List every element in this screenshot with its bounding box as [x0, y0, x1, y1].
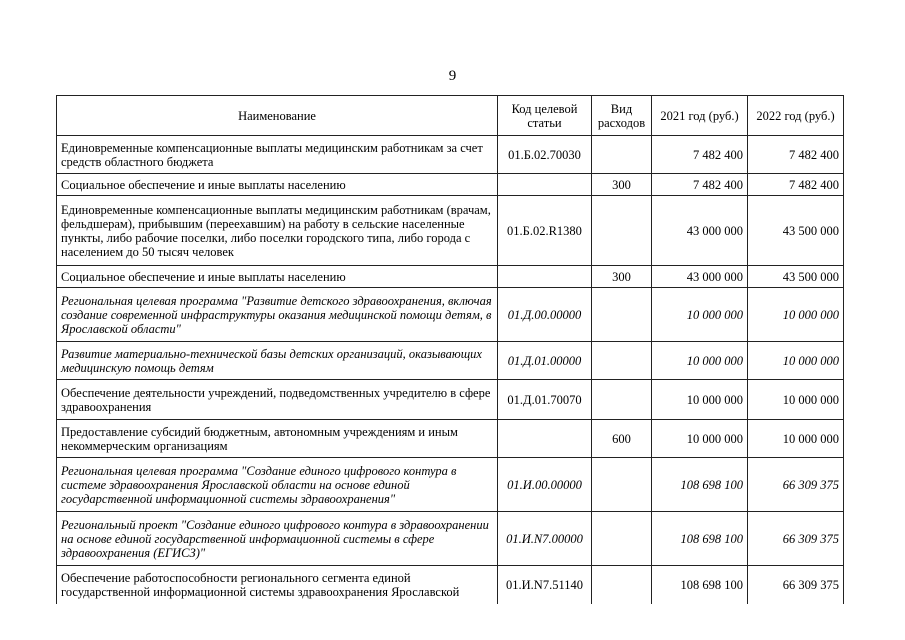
row-type — [592, 458, 652, 512]
table-row — [57, 512, 844, 566]
row-type — [592, 380, 652, 420]
row-code — [498, 174, 592, 196]
row-type — [592, 136, 652, 174]
row-2022: 66 309 375 — [748, 566, 844, 604]
row-2022: 7 482 400 — [748, 136, 844, 174]
table-row — [57, 380, 844, 420]
table-row — [57, 266, 844, 288]
row-name: Региональная целевая программа "Развитие детского здравоохранения, включая создание современной инфраструктуры оказания медицинской помощи детям, в Ярославской области" — [57, 288, 498, 342]
row-2022: 10 000 000 — [748, 420, 844, 458]
table-row — [57, 136, 844, 174]
row-code: 01.Б.02.70030 — [498, 136, 592, 174]
row-2021: 10 000 000 — [652, 288, 748, 342]
row-code: 01.Д.00.00000 — [498, 288, 592, 342]
row-type — [592, 512, 652, 566]
row-type — [592, 566, 652, 604]
table-row — [57, 342, 844, 380]
header-code: Код целевой статьи — [498, 96, 592, 136]
row-2022: 10 000 000 — [748, 288, 844, 342]
row-code — [498, 420, 592, 458]
row-code: 01.Д.01.70070 — [498, 380, 592, 420]
row-code: 01.И.00.00000 — [498, 458, 592, 512]
row-2022: 43 500 000 — [748, 196, 844, 266]
row-code — [498, 266, 592, 288]
row-2021: 10 000 000 — [652, 342, 748, 380]
table-row — [57, 566, 844, 604]
table-row — [57, 174, 844, 196]
row-code: 01.И.N7.51140 — [498, 566, 592, 604]
table-row — [57, 458, 844, 512]
row-2022: 10 000 000 — [748, 342, 844, 380]
row-code: 01.Д.01.00000 — [498, 342, 592, 380]
row-type — [592, 342, 652, 380]
row-name: Региональная целевая программа "Создание единого цифрового контура в системе здравоохранения Ярославской области на основе единой государственной информационной системы здравоохранения" — [57, 458, 498, 512]
row-code: 01.Б.02.R1380 — [498, 196, 592, 266]
row-2022: 66 309 375 — [748, 512, 844, 566]
row-2021: 108 698 100 — [652, 512, 748, 566]
row-2021: 108 698 100 — [652, 566, 748, 604]
budget-table — [56, 95, 844, 604]
page-number: 9 — [448, 68, 457, 84]
row-2021: 10 000 000 — [652, 420, 748, 458]
table-row — [57, 288, 844, 342]
header-name: Наименование — [57, 96, 498, 136]
row-name: Региональный проект "Создание единого цифрового контура в здравоохранении на основе единой государственной информационной системы в сфере здравоохранения (ЕГИСЗ)" — [57, 512, 498, 566]
row-name: Обеспечение деятельности учреждений, подведомственных учредителю в сфере здравоохранения — [57, 380, 498, 420]
row-type: 300 — [592, 174, 652, 196]
row-type — [592, 196, 652, 266]
row-name: Единовременные компенсационные выплаты медицинским работникам (врачам, фельдшерам), прибывшим (переехавшим) на работу в сельские населенные пункты, либо рабочие поселки, либо поселки городского типа, либо города с населением до 50 тысяч человек — [57, 196, 498, 266]
row-name: Социальное обеспечение и иные выплаты населению — [57, 174, 498, 196]
row-2021: 108 698 100 — [652, 458, 748, 512]
row-name: Развитие материально-технической базы детских организаций, оказывающих медицинскую помощь детям — [57, 342, 498, 380]
row-name: Социальное обеспечение и иные выплаты населению — [57, 266, 498, 288]
row-name: Единовременные компенсационные выплаты медицинским работникам за счет средств областного бюджета — [57, 136, 498, 174]
row-2022: 10 000 000 — [748, 380, 844, 420]
row-type: 300 — [592, 266, 652, 288]
header-2021: 2021 год (руб.) — [652, 96, 748, 136]
row-2021: 43 000 000 — [652, 266, 748, 288]
row-name: Обеспечение работоспособности регионального сегмента единой государственной информационной системы здравоохранения Ярославской — [57, 566, 498, 604]
table-row — [57, 420, 844, 458]
row-2022: 66 309 375 — [748, 458, 844, 512]
header-2022: 2022 год (руб.) — [748, 96, 844, 136]
table-header-row — [57, 96, 844, 136]
row-code: 01.И.N7.00000 — [498, 512, 592, 566]
row-type — [592, 288, 652, 342]
row-2021: 10 000 000 — [652, 380, 748, 420]
row-2021: 43 000 000 — [652, 196, 748, 266]
row-2021: 7 482 400 — [652, 136, 748, 174]
row-type: 600 — [592, 420, 652, 458]
row-2022: 43 500 000 — [748, 266, 844, 288]
row-name: Предоставление субсидий бюджетным, автономным учреждениям и иным некоммерческим организациям — [57, 420, 498, 458]
header-type: Вид расходов — [592, 96, 652, 136]
row-2021: 7 482 400 — [652, 174, 748, 196]
row-2022: 7 482 400 — [748, 174, 844, 196]
table-row — [57, 196, 844, 266]
